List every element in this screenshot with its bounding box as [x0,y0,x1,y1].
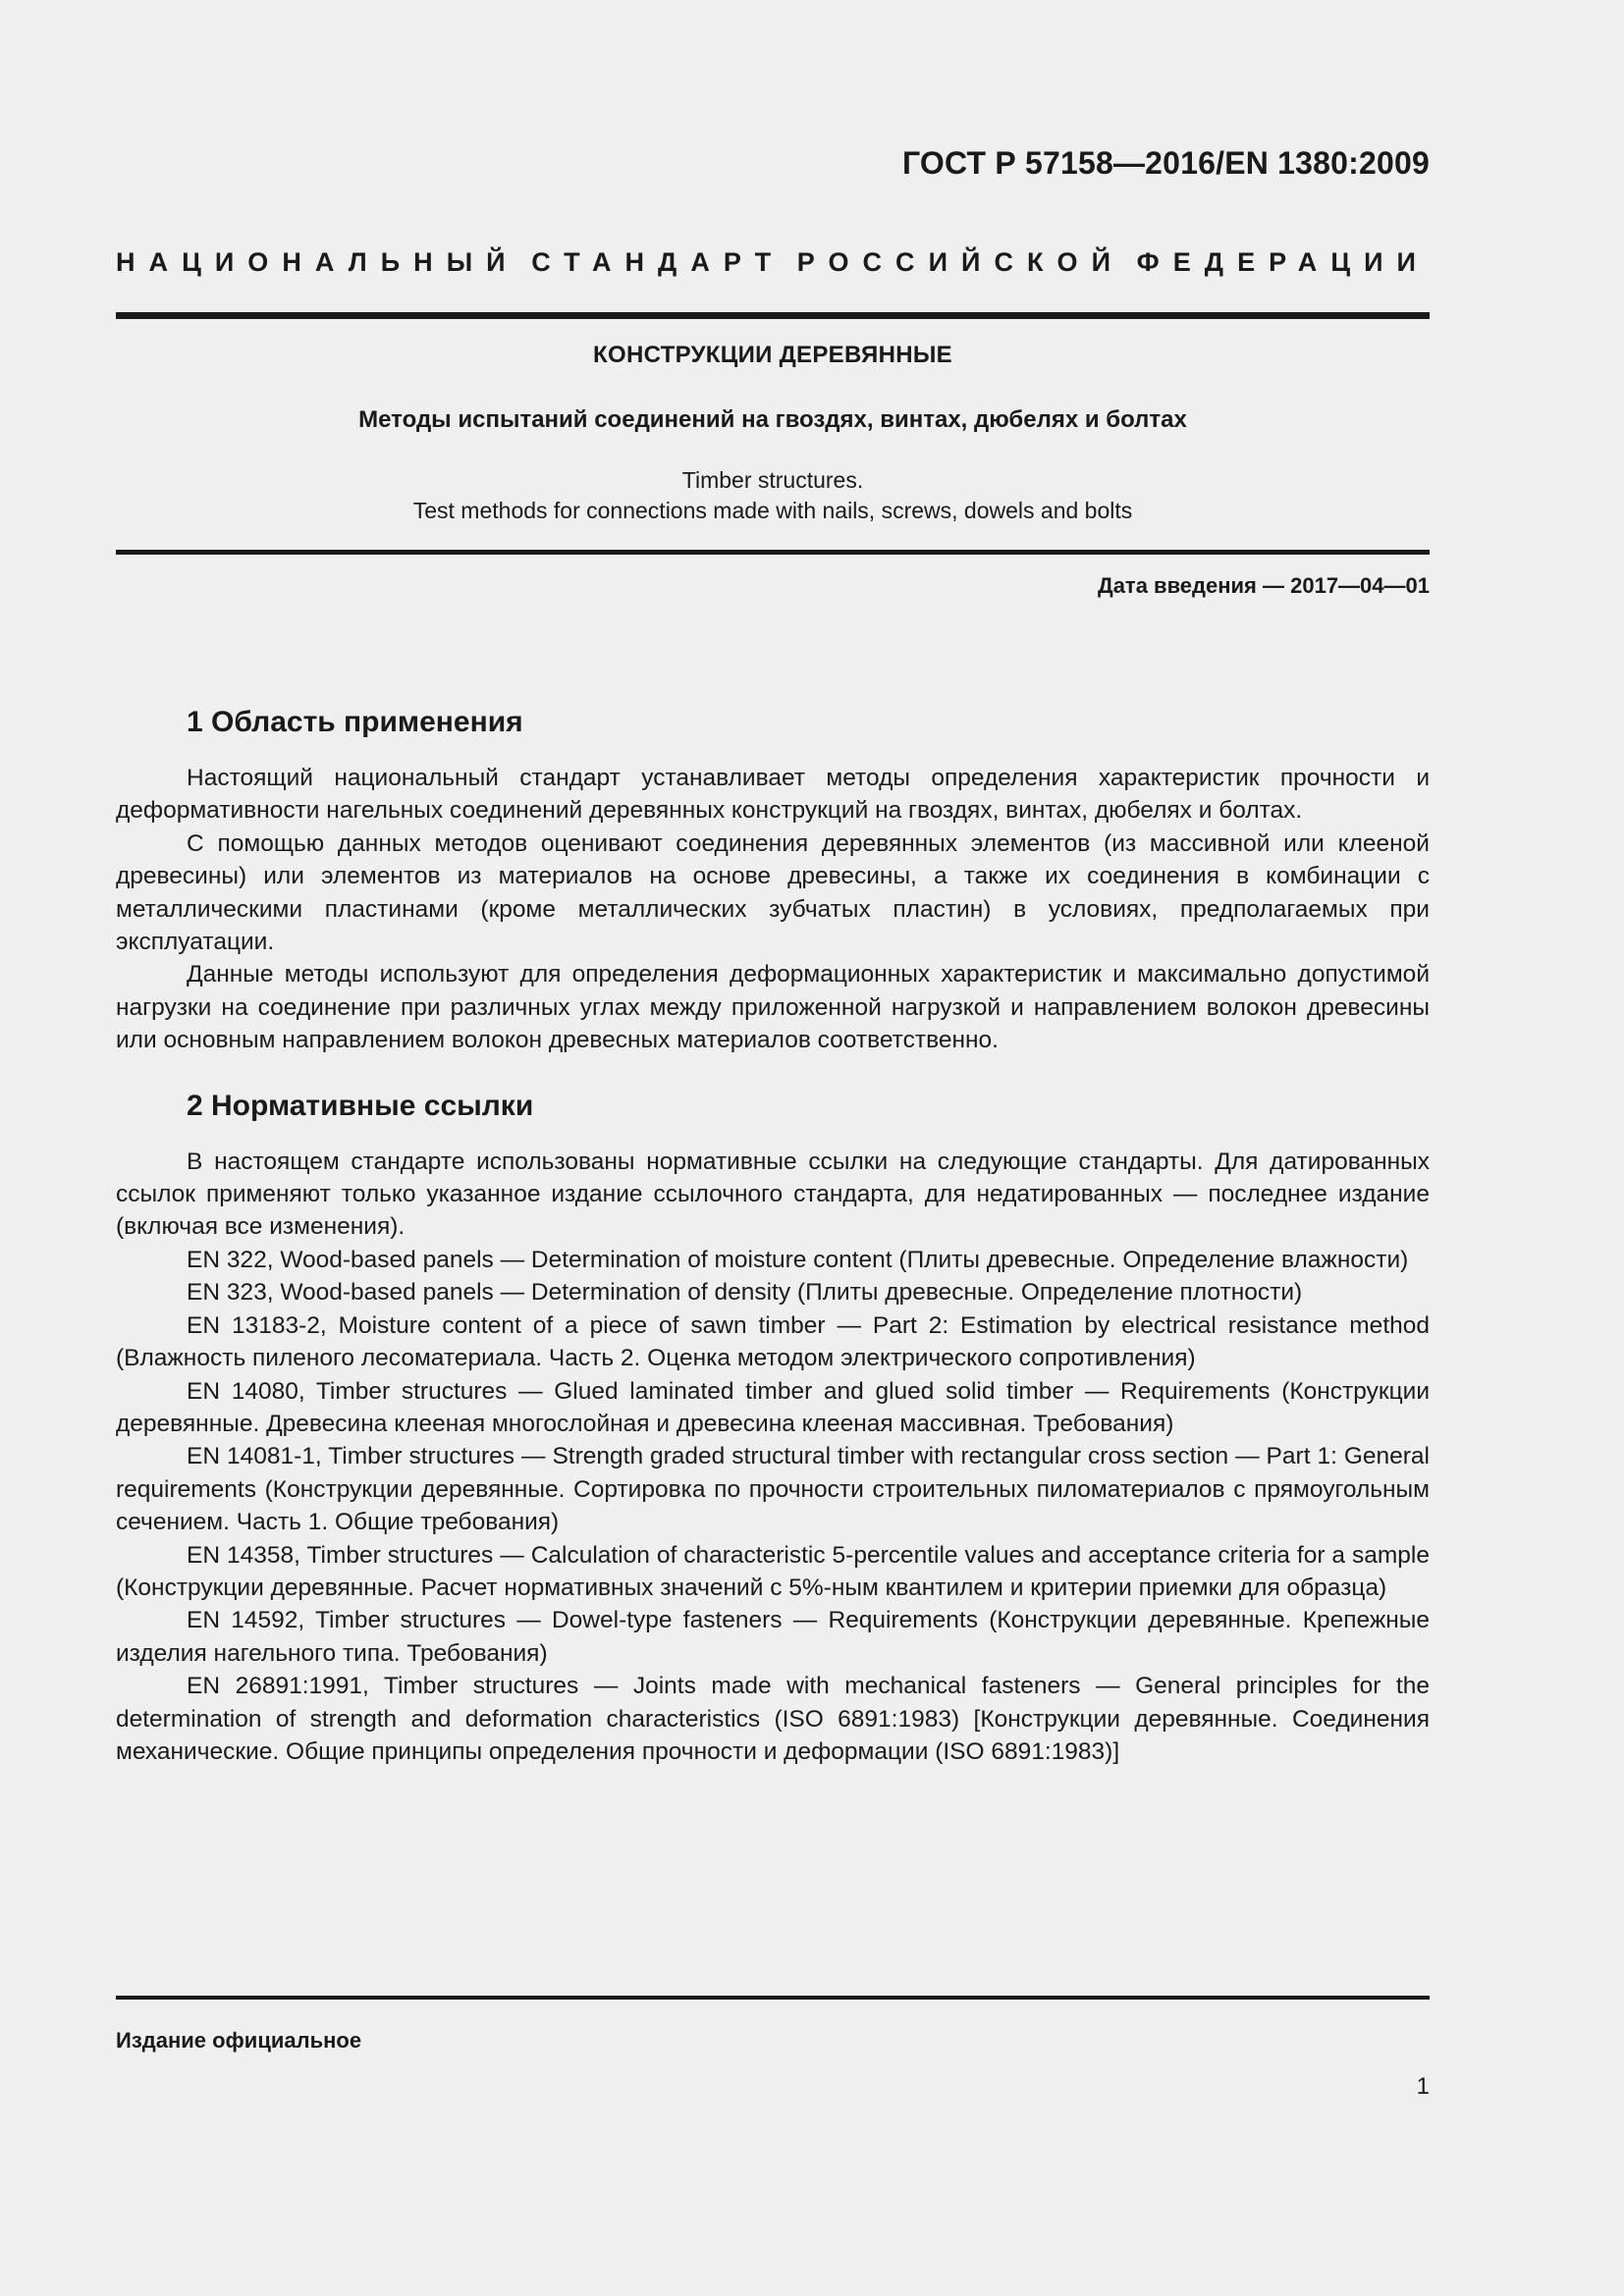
reference-item: EN 14081-1, Timber structures — Strength graded structural timber with rectangular cross section — Part 1: General requirements (Конструкции деревянные. Сортировка по прочности строительных пиломатериалов с прямоугольным сечением. Часть 1. Общие требования) [116,1443,1430,1536]
banner-word: ФЕДЕРАЦИИ [1136,247,1430,277]
section-heading: 1 Область применения [187,706,523,738]
reference-item: EN 14592, Timber structures — Dowel-type fasteners — Requirements (Конструкции деревянные. Крепежные изделия нагельного типа. Требования) [116,1607,1430,1667]
banner-word: НАЦИОНАЛЬНЫЙ [116,247,519,277]
page-number: 1 [1416,2073,1430,2100]
banner-word: РОССИЙСКОЙ [796,247,1125,277]
english-title [116,465,1430,526]
paragraph: Данные методы используют для определения деформационных характеристик и максимально допустимой нагрузки на соединение при различных углах между приложенной нагрузкой и направлением волокон древесины или основным направлением волокон древесных материалов соответственно. [116,961,1430,1054]
national-standard-banner [116,247,1430,278]
section-heading: 2 Нормативные ссылки [187,1089,534,1122]
paragraph: В настоящем стандарте использованы нормативные ссылки на следующие стандарты. Для датированных ссылок применяют только указанное издание ссылочного стандарта, для недатированных — последнее издание (включая все изменения). [116,1148,1430,1241]
document-body [116,699,1430,1768]
document-page [116,0,1430,2296]
document-title: КОНСТРУКЦИИ ДЕРЕВЯННЫЕ [593,342,952,368]
reference-item: EN 14358, Timber structures — Calculation of characteristic 5-percentile values and acceptance criteria for a sample (Конструкции деревянные. Расчет нормативных значений с 5%-ным квантилем и критерии приемки для образца) [116,1541,1430,1601]
footer-divider [116,1996,1430,2000]
standard-designation: ГОСТ Р 57158—2016/EN 1380:2009 [901,145,1430,181]
reference-item: EN 26891:1991, Timber structures — Joints made with mechanical fasteners — General principles for the determination of strength and deformation characteristics (ISO 6891:1983) [Конструкции деревянные. Соединения механические. Общие принципы определения прочности и деформации (ISO 6891:1983)] [116,1673,1430,1765]
title-divider [116,550,1430,555]
section-scope [116,699,1430,1057]
english-title-line: Test methods for connections made with nails, screws, dowels and bolts [412,498,1133,523]
date-introduced: Дата введения — 2017—04—01 [1098,573,1430,598]
section-references [116,1083,1430,1769]
reference-item: EN 322, Wood-based panels — Determination of moisture content (Плиты древесные. Определение влажности) [187,1246,1409,1273]
edition-label: Издание официальное [116,2028,362,2053]
top-divider [116,312,1430,319]
document-subtitle: Методы испытаний соединений на гвоздях, винтах, дюбелях и болтах [358,406,1187,433]
reference-item: EN 323, Wood-based panels — Determination of density (Плиты древесные. Определение плотности) [187,1279,1303,1307]
paragraph: Настоящий национальный стандарт устанавливает методы определения характеристик прочности и деформативности нагельных соединений деревянных конструкций на гвоздях, винтах, дюбелях и болтах. [116,765,1430,825]
banner-word: СТАНДАРТ [531,247,785,277]
reference-item: EN 13183-2, Moisture content of a piece of sawn timber — Part 2: Estimation by electrical resistance method (Влажность пиленого лесоматериала. Часть 2. Оценка методом электрического сопротивления) [116,1311,1430,1372]
reference-item: EN 14080, Timber structures — Glued laminated timber and glued solid timber — Requirements (Конструкции деревянные. Древесина клееная многослойная и древесина клееная массивная. Требования) [116,1377,1430,1437]
english-title-line: Timber structures. [681,467,864,493]
paragraph: С помощью данных методов оценивают соединения деревянных элементов (из массивной или клееной древесины) или элементов из материалов на основе древесины, а также их соединения в комбинации с металлическими пластинами (кроме металлических зубчатых пластин) в условиях, предполагаемых при эксплуатации. [116,829,1430,956]
